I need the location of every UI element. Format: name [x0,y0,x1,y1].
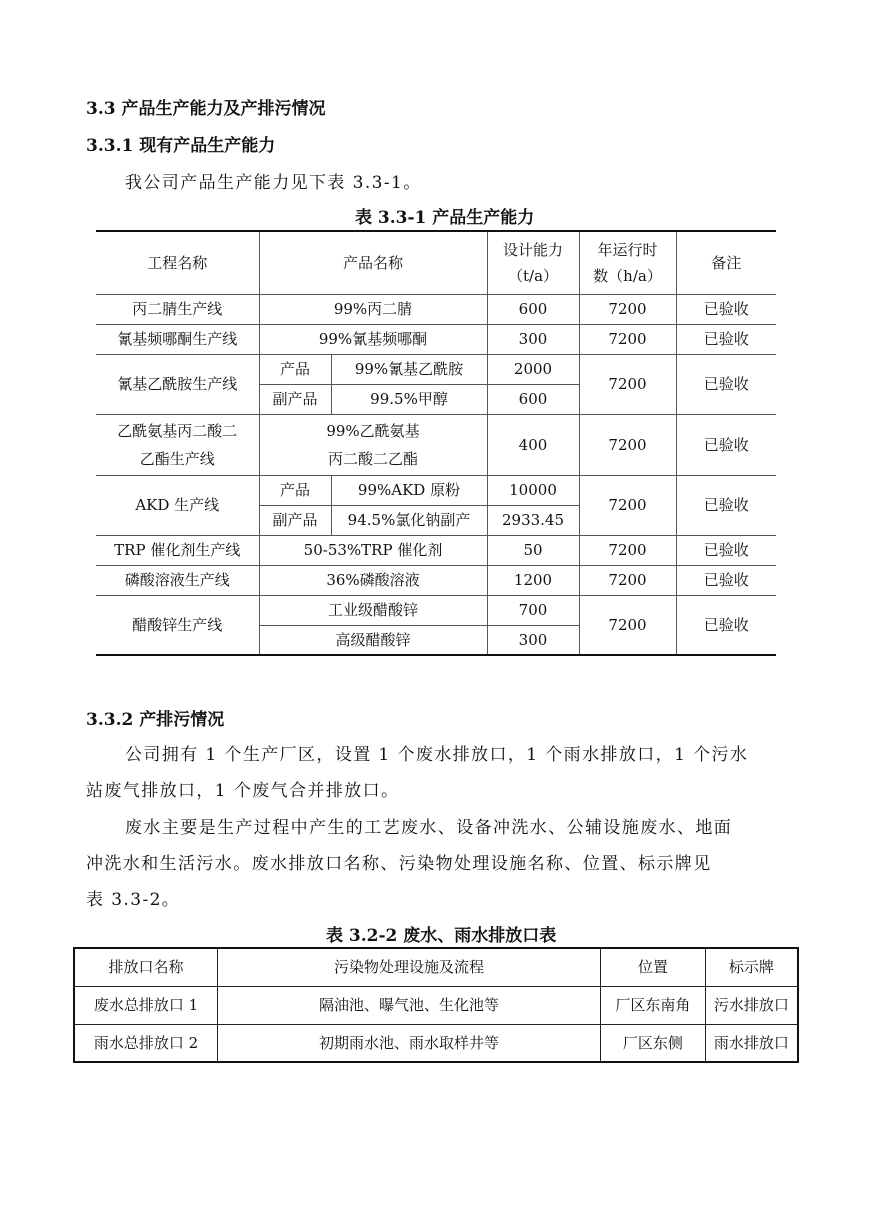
subsection-heading-emissions: 3.3.2 产排污情况 [86,710,225,730]
cell-product: 99%氰基频哪酮 [259,324,487,354]
table2-caption: 表 3.2-2 废水、雨水排放口表 [326,926,557,946]
cell-sign: 雨水排放口 [705,1024,798,1062]
table1-caption: 表 3.3-1 产品生产能力 [355,208,535,228]
cell-project: TRP 催化剂生产线 [96,535,259,565]
cell-product: 50-53%TRP 催化剂 [259,535,487,565]
table-row [96,324,776,354]
cell-hours: 7200 [579,595,676,655]
cell-capacity: 10000 [487,475,579,505]
header-capacity: 设计能力 （t/a） [487,231,579,294]
table-row [96,414,776,475]
cell-product-type: 副产品 [259,505,331,535]
header-product: 产品名称 [259,231,487,294]
cell-hours: 7200 [579,475,676,535]
table-row [96,595,776,625]
capacity-table [96,230,776,656]
cell-capacity: 600 [487,384,579,414]
cell-product: 36%磷酸溶液 [259,565,487,595]
table-row [96,565,776,595]
cell-product: 99%丙二腈 [259,294,487,324]
cell-product: 99%乙酰氨基 丙二酸二乙酯 [259,414,487,475]
cell-sign: 污水排放口 [705,986,798,1024]
header-hours: 年运行时 数（h/a） [579,231,676,294]
cell-project: 磷酸溶液生产线 [96,565,259,595]
cell-location: 厂区东侧 [601,1024,706,1062]
table-row [96,475,776,505]
cell-product: 94.5%氯化钠副产 [331,505,487,535]
cell-project: 乙酰氨基丙二酸二 乙酯生产线 [96,414,259,475]
paragraph-wastewater-line2: 冲洗水和生活污水。废水排放口名称、污染物处理设施名称、位置、标示牌见 [86,854,712,874]
cell-hours: 7200 [579,414,676,475]
cell-product: 高级醋酸锌 [259,625,487,655]
header-facility: 污染物处理设施及流程 [218,948,601,986]
paragraph-wastewater-line1: 废水主要是生产过程中产生的工艺废水、设备冲洗水、公辅设施废水、地面 [125,818,733,838]
cell-outlet-name: 废水总排放口 1 [74,986,218,1024]
cell-project: 丙二腈生产线 [96,294,259,324]
paragraph-capacity-intro: 我公司产品生产能力见下表 3.3-1。 [125,173,422,193]
table-row [96,354,776,384]
cell-product: 99.5%甲醇 [331,384,487,414]
cell-hours: 7200 [579,294,676,324]
header-outlet-name: 排放口名称 [74,948,218,986]
section-heading: 3.3 产品生产能力及产排污情况 [86,99,326,119]
cell-hours: 7200 [579,565,676,595]
cell-facility: 初期雨水池、雨水取样井等 [218,1024,601,1062]
cell-hours: 7200 [579,535,676,565]
cell-capacity: 300 [487,324,579,354]
table-row [96,535,776,565]
paragraph-wastewater-line3: 表 3.3-2。 [86,890,181,910]
cell-hours: 7200 [579,354,676,414]
paragraph-outlets-line1: 公司拥有 1 个生产厂区，设置 1 个废水排放口，1 个雨水排放口，1 个污水 [125,745,749,765]
cell-facility: 隔油池、曝气池、生化池等 [218,986,601,1024]
cell-project: AKD 生产线 [96,475,259,535]
cell-product: 工业级醋酸锌 [259,595,487,625]
cell-note: 已验收 [676,324,776,354]
subsection-heading-capacity: 3.3.1 现有产品生产能力 [86,136,276,156]
cell-hours: 7200 [579,324,676,354]
cell-capacity: 600 [487,294,579,324]
table-header-row [96,231,776,294]
cell-project: 醋酸锌生产线 [96,595,259,655]
cell-note: 已验收 [676,354,776,414]
cell-note: 已验收 [676,294,776,324]
outlet-table [73,947,799,1063]
table-row [74,1024,798,1062]
table-row [74,986,798,1024]
cell-note: 已验收 [676,414,776,475]
cell-capacity: 300 [487,625,579,655]
cell-capacity: 2933.45 [487,505,579,535]
cell-product: 99%AKD 原粉 [331,475,487,505]
cell-capacity: 2000 [487,354,579,384]
cell-project: 氰基乙酰胺生产线 [96,354,259,414]
header-project: 工程名称 [96,231,259,294]
cell-capacity: 50 [487,535,579,565]
cell-product-type: 产品 [259,475,331,505]
cell-product: 99%氰基乙酰胺 [331,354,487,384]
cell-capacity: 400 [487,414,579,475]
cell-note: 已验收 [676,535,776,565]
cell-product-type: 副产品 [259,384,331,414]
cell-note: 已验收 [676,565,776,595]
cell-capacity: 1200 [487,565,579,595]
cell-capacity: 700 [487,595,579,625]
header-note: 备注 [676,231,776,294]
cell-project: 氰基频哪酮生产线 [96,324,259,354]
cell-product-type: 产品 [259,354,331,384]
cell-note: 已验收 [676,475,776,535]
header-location: 位置 [601,948,706,986]
table-header-row [74,948,798,986]
cell-outlet-name: 雨水总排放口 2 [74,1024,218,1062]
table-row [96,294,776,324]
header-sign: 标示牌 [705,948,798,986]
cell-location: 厂区东南角 [601,986,706,1024]
cell-note: 已验收 [676,595,776,655]
paragraph-outlets-line2: 站废气排放口，1 个废气合并排放口。 [86,781,400,801]
